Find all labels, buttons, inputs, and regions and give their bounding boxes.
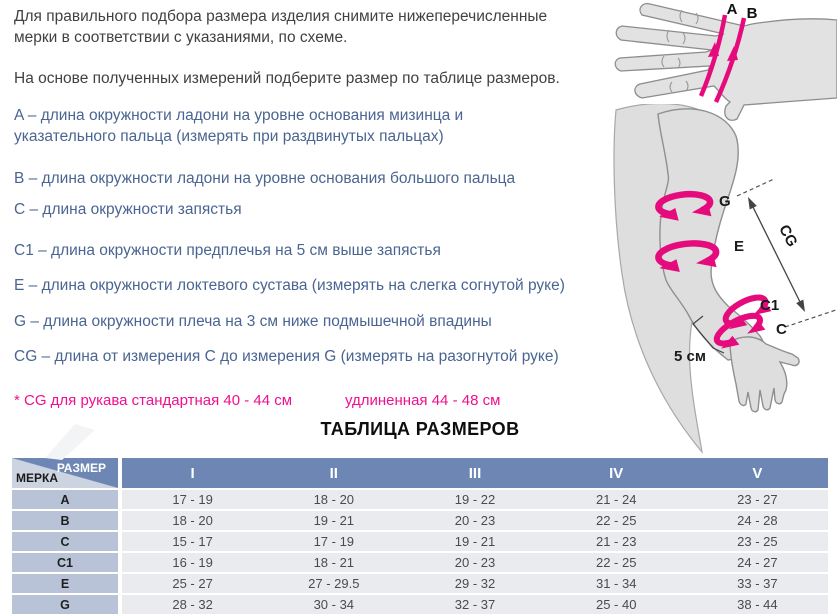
sizing-note-extended: удлиненная 44 - 48 см xyxy=(345,392,501,409)
column-header-1: I xyxy=(190,464,195,482)
corner-measure-label: МЕРКА xyxy=(16,471,58,485)
intro-paragraph-1: Для правильного подбора размера изделия снимите нижеперечисленные мерки в соответствии с указаниями, по схеме. xyxy=(14,8,548,46)
arm-label-5cm: 5 см xyxy=(674,348,706,365)
size-cell: 17 - 19 xyxy=(172,492,213,507)
size-cell: 24 - 28 xyxy=(737,513,778,528)
hand-label-a: A xyxy=(726,1,738,18)
hand-label-b: B xyxy=(746,5,758,22)
cg-arrowhead-top-icon xyxy=(748,197,757,210)
size-cell: 20 - 23 xyxy=(454,555,496,570)
row-label: B xyxy=(12,511,118,530)
arm-label-c: C xyxy=(776,321,787,338)
arm-label-c1: C1 xyxy=(760,297,780,314)
arm-hand-silhouette xyxy=(730,337,799,412)
cg-arrowhead-bottom-icon xyxy=(796,300,805,313)
table-row-b xyxy=(12,511,828,530)
measurement-item-cg: CG – длина от измерения C до измерения G (измерять на разогнутой руке) xyxy=(14,348,559,365)
dashed-line-g xyxy=(737,179,774,196)
table-row-c1 xyxy=(12,553,828,572)
table-row-c xyxy=(12,532,828,551)
column-header-4: IV xyxy=(609,464,624,482)
sizing-note-standard: * CG для рукава стандартная 40 - 44 см xyxy=(14,392,293,409)
size-cell: 25 - 40 xyxy=(595,597,637,612)
size-cell: 18 - 20 xyxy=(313,492,355,507)
dashed-line-c xyxy=(785,310,836,327)
corner-cell xyxy=(12,458,118,488)
size-cell: 19 - 21 xyxy=(313,513,355,528)
size-cell: 19 - 22 xyxy=(454,492,496,507)
row-label: C1 xyxy=(12,553,118,572)
size-cell: 19 - 21 xyxy=(454,534,496,549)
size-cell: 30 - 34 xyxy=(313,597,355,612)
size-cell: 18 - 20 xyxy=(172,513,213,528)
size-cell: 31 - 34 xyxy=(595,576,637,591)
size-cell: 23 - 25 xyxy=(737,534,778,549)
measurement-item-e: E – длина окружности локтевого сустава (измерять на слегка согнутой руке) xyxy=(14,277,565,294)
arm-label-cg: CG xyxy=(775,221,801,250)
size-cell: 21 - 23 xyxy=(595,534,637,549)
table-row-e xyxy=(12,574,828,593)
intro-paragraph-2: На основе полученных измерений подберите размер по таблице размеров. xyxy=(14,70,560,87)
measurement-item-b: B – длина окружности ладони на уровне основания большого пальца xyxy=(14,170,516,187)
measurement-item-c: C – длина окружности запястья xyxy=(14,201,242,218)
row-label: A xyxy=(12,490,118,509)
size-cell: 32 - 37 xyxy=(454,597,496,612)
size-cell: 28 - 32 xyxy=(172,597,213,612)
arm-measurement-diagram xyxy=(598,104,837,474)
size-table-title: ТАБЛИЦА РАЗМЕРОВ xyxy=(320,419,520,439)
corner-size-label: РАЗМЕР xyxy=(56,461,106,475)
row-label: G xyxy=(12,595,118,614)
table-row-g xyxy=(12,595,828,614)
measurement-item-c1: C1 – длина окружности предплечья на 5 см выше запястья xyxy=(14,242,441,259)
size-cell: 25 - 27 xyxy=(172,576,213,591)
size-cell: 22 - 25 xyxy=(595,555,637,570)
size-cell: 33 - 37 xyxy=(737,576,778,591)
column-header-3: III xyxy=(468,464,482,482)
column-header-2: II xyxy=(329,464,338,482)
size-cell: 23 - 27 xyxy=(737,492,778,507)
size-cell: 15 - 17 xyxy=(172,534,213,549)
measurement-item-a: A – длина окружности ладони на уровне основания мизинца и указательного пальца (измерять при раздвинутых пальцах) xyxy=(14,107,464,145)
measurement-item-g: G – длина окружности плеча на 3 см ниже подмышечной впадины xyxy=(14,313,492,330)
size-cell: 27 - 29.5 xyxy=(308,576,360,591)
size-cell: 38 - 44 xyxy=(737,597,778,612)
table-row-a xyxy=(12,490,828,509)
size-cell: 16 - 19 xyxy=(172,555,213,570)
cg-arrow xyxy=(750,201,803,308)
arm-label-g: G xyxy=(719,193,731,210)
size-cell: 17 - 19 xyxy=(313,534,355,549)
column-header-5: V xyxy=(752,464,763,482)
row-label: E xyxy=(12,574,118,593)
size-cell: 18 - 21 xyxy=(313,555,355,570)
size-table xyxy=(12,458,828,616)
size-cell: 21 - 24 xyxy=(595,492,637,507)
size-cell: 29 - 32 xyxy=(454,576,496,591)
size-cell: 22 - 25 xyxy=(595,513,637,528)
row-label: C xyxy=(12,532,118,551)
size-cell: 20 - 23 xyxy=(454,513,496,528)
size-cell: 24 - 27 xyxy=(737,555,778,570)
arm-label-e: E xyxy=(734,238,745,255)
hand-silhouette xyxy=(615,4,837,121)
